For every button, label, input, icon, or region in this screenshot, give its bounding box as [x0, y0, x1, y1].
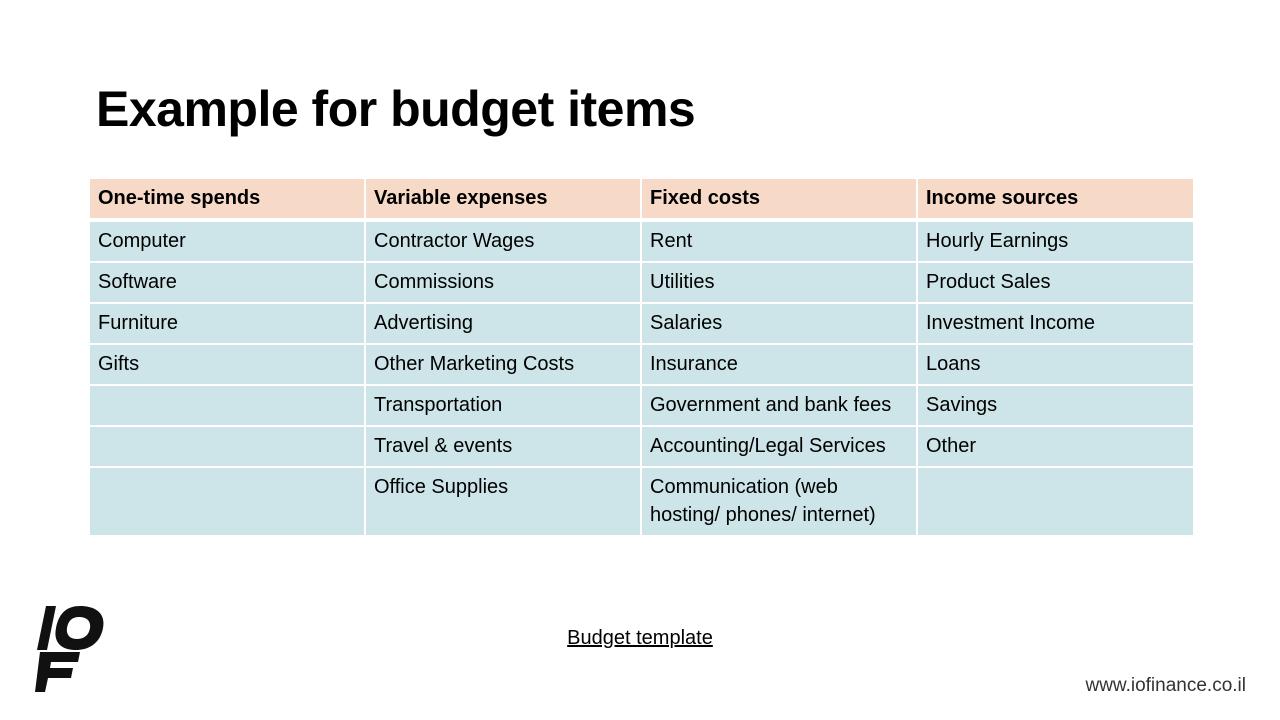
table-row [89, 467, 1194, 536]
table-cell [89, 385, 365, 426]
table-row [89, 303, 1194, 344]
table-row [89, 344, 1194, 385]
table-cell: Communication (web hosting/ phones/ internet) [641, 467, 917, 536]
table-cell: Savings [917, 385, 1194, 426]
table-cell: Computer [89, 220, 365, 262]
table-row [89, 220, 1194, 262]
table-cell: Furniture [89, 303, 365, 344]
table-cell: Utilities [641, 262, 917, 303]
table-cell: Office Supplies [365, 467, 641, 536]
table-row [89, 262, 1194, 303]
table-cell: Transportation [365, 385, 641, 426]
table-cell [917, 467, 1194, 536]
slide-title: Example for budget items [96, 81, 696, 137]
header-income-sources: Income sources [917, 178, 1194, 220]
table-cell: Other Marketing Costs [365, 344, 641, 385]
table-header-row [89, 178, 1194, 220]
table-cell: Software [89, 262, 365, 303]
table-row [89, 385, 1194, 426]
table-cell: Travel & events [365, 426, 641, 467]
budget-template-link[interactable]: Budget template [567, 627, 713, 649]
table-cell: Insurance [641, 344, 917, 385]
table-cell: Government and bank fees [641, 385, 917, 426]
table-cell: Rent [641, 220, 917, 262]
website-url: www.iofinance.co.il [1085, 675, 1246, 696]
table-cell: Gifts [89, 344, 365, 385]
table-cell: Salaries [641, 303, 917, 344]
table-cell: Commissions [365, 262, 641, 303]
table-row [89, 426, 1194, 467]
table-cell: Investment Income [917, 303, 1194, 344]
table-cell: Product Sales [917, 262, 1194, 303]
table-cell [89, 426, 365, 467]
iof-logo [32, 604, 108, 694]
header-one-time-spends: One-time spends [89, 178, 365, 220]
header-fixed-costs: Fixed costs [641, 178, 917, 220]
table-cell: Hourly Earnings [917, 220, 1194, 262]
table-cell: Contractor Wages [365, 220, 641, 262]
header-variable-expenses: Variable expenses [365, 178, 641, 220]
table-cell: Advertising [365, 303, 641, 344]
table-cell: Loans [917, 344, 1194, 385]
budget-items-table [88, 177, 1195, 537]
table-cell: Other [917, 426, 1194, 467]
table-cell: Accounting/Legal Services [641, 426, 917, 467]
table-cell [89, 467, 365, 536]
